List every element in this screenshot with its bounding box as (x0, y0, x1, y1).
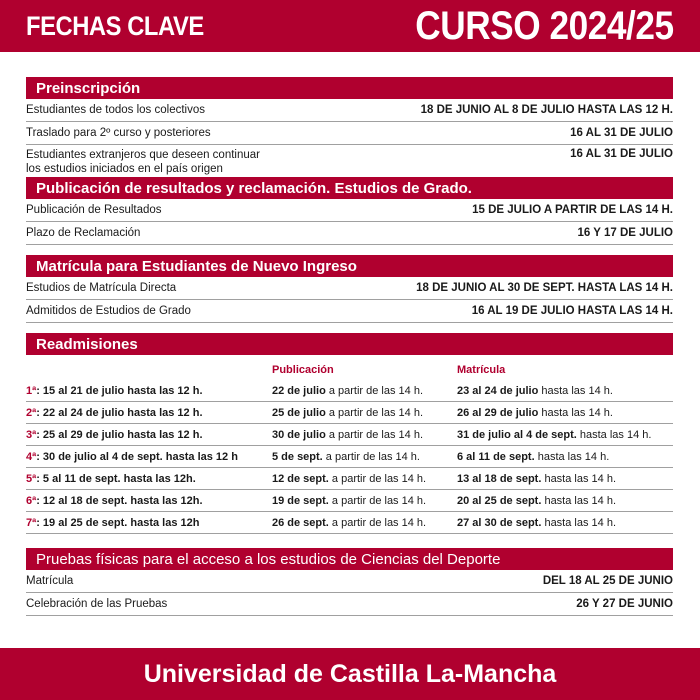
column-header-matricula: Matrícula (457, 364, 506, 376)
table-row (26, 402, 673, 424)
header-title-left: FECHAS CLAVE (26, 10, 204, 41)
row-label-line: los estudios iniciados en el país origen (26, 163, 223, 175)
mat-time: hasta las 14 h. (541, 516, 616, 529)
readmision-matricula (457, 451, 673, 463)
mat-date: 6 al 11 de sept. (457, 450, 535, 463)
mat-date: 27 al 30 de sept. (457, 516, 542, 529)
table-row (26, 424, 673, 446)
row-label: Traslado para 2º curso y posteriores (26, 127, 211, 139)
readmision-period (26, 451, 272, 463)
readmision-ordinal: 1ª (26, 384, 37, 397)
readmision-period (26, 385, 272, 397)
pub-date: 22 de julio (272, 384, 326, 397)
readmision-publicacion (272, 473, 457, 485)
table-row (26, 222, 673, 245)
footer-banner (0, 648, 700, 700)
readmision-publicacion (272, 407, 457, 419)
section-header-matricula: Matrícula para Estudiantes de Nuevo Ingreso (26, 255, 673, 277)
row-value: 15 DE JULIO A PARTIR DE LAS 14 H. (472, 204, 673, 216)
readmision-period (26, 517, 272, 529)
table-row (26, 380, 673, 402)
row-label: Admitidos de Estudios de Grado (26, 305, 191, 317)
mat-time: hasta las 14 h. (534, 450, 610, 463)
header-banner (0, 0, 700, 52)
readmision-publicacion (272, 429, 457, 441)
table-row (26, 277, 673, 300)
readmision-publicacion (272, 517, 457, 529)
pub-date: 5 de sept. (272, 450, 323, 463)
readmision-ordinal: 3ª (26, 428, 37, 441)
row-label: Publicación de Resultados (26, 204, 162, 216)
row-label-line: Estudiantes extranjeros que deseen continuar (26, 149, 260, 161)
readmision-matricula (457, 385, 673, 397)
row-value: 16 Y 17 DE JULIO (577, 227, 673, 239)
table-row (26, 199, 673, 222)
row-value: 26 Y 27 DE JUNIO (576, 598, 673, 610)
readmision-publicacion (272, 385, 457, 397)
section-header-pruebas: Pruebas físicas para el acceso a los estudios de Ciencias del Deporte (26, 548, 673, 570)
section-header-readmisiones: Readmisiones (26, 333, 673, 355)
readmision-matricula (457, 407, 673, 419)
mat-date: 26 al 29 de julio (457, 406, 539, 419)
readmision-period (26, 429, 272, 441)
mat-time: hasta las 14 h. (538, 406, 613, 419)
mat-time: hasta las 14 h. (538, 384, 613, 397)
pub-time: a partir de las 14 h. (325, 384, 424, 397)
row-value: 16 AL 31 DE JULIO (570, 148, 673, 160)
pub-date: 25 de julio (272, 406, 326, 419)
pub-time: a partir de las 14 h. (328, 516, 427, 529)
column-header-publicacion: Publicación (272, 364, 334, 376)
table-row (26, 145, 673, 177)
spacer (26, 323, 673, 333)
pub-date: 12 de sept. (272, 472, 329, 485)
readmision-period-text: : 5 al 11 de sept. hasta las 12h. (36, 472, 196, 485)
row-label: Estudiantes de todos los colectivos (26, 104, 205, 116)
mat-date: 23 al 24 de julio (457, 384, 539, 397)
mat-time: hasta las 14 h. (541, 494, 616, 507)
section-header-publicacion: Publicación de resultados y reclamación. Estudios de Grado. (26, 177, 673, 199)
mat-date: 20 al 25 de sept. (457, 494, 542, 507)
readmision-matricula (457, 495, 673, 507)
table-row (26, 300, 673, 323)
mat-time: hasta las 14 h. (541, 472, 616, 485)
readmisiones-column-headers (26, 355, 673, 380)
table-row (26, 593, 673, 616)
pub-time: a partir de las 14 h. (328, 472, 427, 485)
table-row (26, 570, 673, 593)
table-row (26, 99, 673, 122)
readmision-period (26, 407, 272, 419)
readmision-ordinal: 2ª (26, 406, 37, 419)
readmision-period-text: : 30 de julio al 4 de sept. hasta las 12 h (36, 450, 238, 463)
readmision-ordinal: 4ª (26, 450, 37, 463)
readmision-matricula (457, 473, 673, 485)
row-value: DEL 18 AL 25 DE JUNIO (542, 575, 673, 587)
row-label: Plazo de Reclamación (26, 227, 141, 239)
readmision-period-text: : 15 al 21 de julio hasta las 12 h. (36, 384, 203, 397)
pub-time: a partir de las 14 h. (325, 428, 424, 441)
spacer (26, 245, 673, 255)
readmision-period-text: : 22 al 24 de julio hasta las 12 h. (36, 406, 203, 419)
section-header-preinscripcion: Preinscripción (26, 77, 673, 99)
row-value: 18 DE JUNIO AL 8 DE JULIO HASTA LAS 12 H. (420, 104, 673, 116)
header-title-right: CURSO 2024/25 (415, 3, 674, 48)
table-row (26, 468, 673, 490)
mat-date: 13 al 18 de sept. (457, 472, 542, 485)
readmision-period-text: : 19 al 25 de sept. hasta las 12h (36, 516, 200, 529)
readmision-ordinal: 5ª (26, 472, 37, 485)
readmision-ordinal: 6ª (26, 494, 37, 507)
readmision-period-text: : 12 al 18 de sept. hasta las 12h. (36, 494, 203, 507)
mat-date: 31 de julio al 4 de sept. (457, 428, 577, 441)
row-label: Estudios de Matrícula Directa (26, 282, 177, 294)
readmision-period-text: : 25 al 29 de julio hasta las 12 h. (36, 428, 203, 441)
pub-date: 19 de sept. (272, 494, 329, 507)
row-label: Celebración de las Pruebas (26, 598, 168, 610)
spacer (26, 534, 673, 544)
table-row (26, 446, 673, 468)
pub-date: 26 de sept. (272, 516, 329, 529)
readmision-matricula (457, 429, 673, 441)
row-value: 16 AL 19 DE JULIO HASTA LAS 14 H. (471, 305, 673, 317)
pub-time: a partir de las 14 h. (325, 406, 424, 419)
readmision-period (26, 473, 272, 485)
row-label (26, 148, 260, 176)
mat-time: hasta las 14 h. (576, 428, 652, 441)
readmision-matricula (457, 517, 673, 529)
row-label: Matrícula (26, 575, 74, 587)
table-row (26, 490, 673, 512)
readmision-ordinal: 7ª (26, 516, 37, 529)
readmision-publicacion (272, 451, 457, 463)
pub-time: a partir de las 14 h. (322, 450, 420, 463)
key-dates-content (26, 77, 673, 616)
table-row (26, 122, 673, 145)
row-value: 18 DE JUNIO AL 30 DE SEPT. HASTA LAS 14 H. (416, 282, 673, 294)
table-row (26, 512, 673, 534)
readmision-publicacion (272, 495, 457, 507)
footer-title: Universidad de Castilla La-Mancha (143, 659, 557, 688)
pub-date: 30 de julio (272, 428, 326, 441)
readmision-period (26, 495, 272, 507)
row-value: 16 AL 31 DE JULIO (570, 127, 673, 139)
pub-time: a partir de las 14 h. (328, 494, 427, 507)
